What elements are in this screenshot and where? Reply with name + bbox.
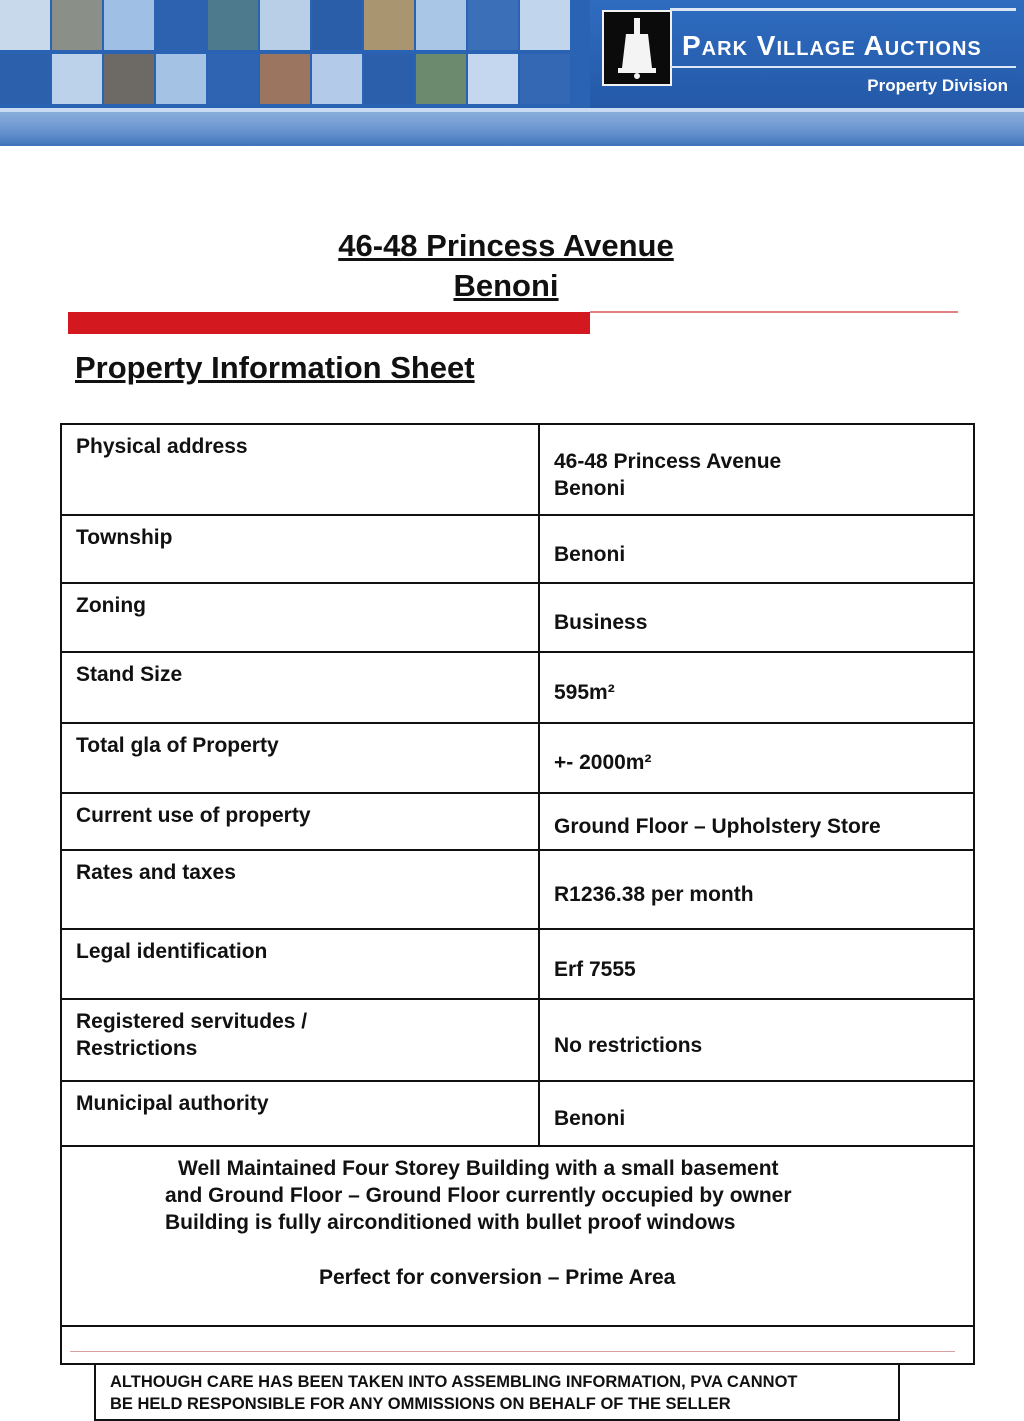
accent-bar bbox=[68, 312, 590, 334]
info-label: Registered servitudes / bbox=[76, 1010, 308, 1034]
info-value-cell bbox=[539, 850, 974, 929]
photo-tile bbox=[0, 54, 50, 104]
photo-tile bbox=[208, 54, 258, 104]
info-label-cell bbox=[61, 515, 539, 583]
info-label: Legal identification bbox=[76, 939, 268, 963]
info-value-cell bbox=[539, 929, 974, 1000]
info-value-cell bbox=[539, 424, 974, 515]
info-value: Benoni bbox=[554, 476, 626, 500]
description-line: Well Maintained Four Storey Building with a small basement bbox=[178, 1156, 779, 1180]
info-label: Rates and taxes bbox=[76, 860, 236, 884]
photo-tile-mosaic bbox=[0, 0, 590, 108]
info-label: Stand Size bbox=[76, 662, 183, 686]
info-value: R1236.38 per month bbox=[554, 882, 754, 906]
description-cell bbox=[61, 1146, 974, 1326]
info-row bbox=[61, 583, 974, 651]
accent-line bbox=[590, 311, 958, 313]
info-label-cell bbox=[61, 424, 539, 515]
property-title-address: 46-48 Princess Avenue bbox=[338, 228, 674, 263]
info-value-cell bbox=[539, 1081, 974, 1146]
disclaimer-box bbox=[94, 1363, 900, 1421]
info-value-cell bbox=[539, 999, 974, 1081]
photo-tile bbox=[520, 0, 570, 50]
photo-tile bbox=[156, 0, 206, 50]
info-label-cell bbox=[61, 723, 539, 794]
info-label: Restrictions bbox=[76, 1037, 198, 1061]
info-row bbox=[61, 999, 974, 1081]
photo-tile bbox=[260, 0, 310, 50]
info-label: Total gla of Property bbox=[76, 733, 279, 757]
info-row bbox=[61, 652, 974, 723]
info-value-cell bbox=[539, 723, 974, 794]
info-label-cell bbox=[61, 929, 539, 1000]
photo-tile bbox=[0, 0, 50, 50]
brand-division: Property Division bbox=[867, 76, 1008, 95]
photo-tile bbox=[104, 54, 154, 104]
disclaimer-line: ALTHOUGH CARE HAS BEEN TAKEN INTO ASSEMBLING INFORMATION, PVA CANNOT bbox=[110, 1372, 798, 1391]
photo-tile bbox=[520, 54, 570, 104]
info-label-cell bbox=[61, 583, 539, 651]
sheet-heading: Property Information Sheet bbox=[75, 350, 475, 385]
description-line: Building is fully airconditioned with bullet proof windows bbox=[165, 1210, 736, 1234]
info-value: Business bbox=[554, 611, 648, 635]
property-title-town: Benoni bbox=[453, 268, 559, 303]
photo-tile bbox=[156, 54, 206, 104]
photo-tile bbox=[364, 0, 414, 50]
info-row bbox=[61, 515, 974, 583]
info-value: +- 2000m² bbox=[554, 751, 652, 775]
photo-tile bbox=[52, 0, 102, 50]
info-label: Zoning bbox=[76, 594, 146, 618]
info-row bbox=[61, 929, 974, 1000]
info-value-cell bbox=[539, 793, 974, 849]
info-row bbox=[61, 850, 974, 929]
footer-cell bbox=[61, 1326, 974, 1413]
description-line: and Ground Floor – Ground Floor currently occupied by owner bbox=[165, 1183, 792, 1207]
info-label-cell bbox=[61, 850, 539, 929]
info-label-cell bbox=[61, 1081, 539, 1146]
banner-stripe bbox=[0, 108, 1024, 146]
info-value: Ground Floor – Upholstery Store bbox=[554, 814, 881, 838]
footer-divider bbox=[70, 1351, 955, 1352]
info-label-cell bbox=[61, 999, 539, 1081]
photo-tile bbox=[468, 0, 518, 50]
info-value: 46-48 Princess Avenue bbox=[554, 449, 782, 473]
footer-row bbox=[61, 1326, 974, 1364]
photo-tile bbox=[312, 54, 362, 104]
info-row bbox=[61, 793, 974, 849]
info-value: Benoni bbox=[554, 1106, 626, 1130]
photo-tile bbox=[260, 54, 310, 104]
info-value-cell bbox=[539, 583, 974, 651]
info-value: Benoni bbox=[554, 542, 626, 566]
logo-divider bbox=[670, 8, 1016, 11]
photo-tile bbox=[312, 0, 362, 50]
brand-name: Park Village Auctions bbox=[682, 30, 982, 61]
photo-tile bbox=[416, 54, 466, 104]
photo-tile bbox=[416, 0, 466, 50]
info-label: Current use of property bbox=[76, 804, 311, 828]
info-label: Township bbox=[76, 526, 173, 550]
info-value-cell bbox=[539, 515, 974, 583]
info-value: No restrictions bbox=[554, 1033, 703, 1057]
info-label-cell bbox=[61, 652, 539, 723]
description-row bbox=[61, 1146, 974, 1326]
photo-tile bbox=[468, 54, 518, 104]
photo-tile bbox=[208, 0, 258, 50]
info-row bbox=[61, 424, 974, 515]
description-highlight: Perfect for conversion – Prime Area bbox=[319, 1265, 676, 1289]
brand-logo bbox=[590, 0, 1024, 108]
photo-tile bbox=[364, 54, 414, 104]
photo-tile bbox=[52, 54, 102, 104]
disclaimer-line: BE HELD RESPONSIBLE FOR ANY OMMISSIONS ON BEHALF OF THE SELLER bbox=[110, 1394, 731, 1413]
info-value-cell bbox=[539, 652, 974, 723]
bell-icon bbox=[602, 10, 672, 86]
info-value: 595m² bbox=[554, 680, 615, 704]
info-row bbox=[61, 723, 974, 794]
header-banner bbox=[0, 0, 1024, 146]
logo-divider bbox=[670, 66, 1016, 68]
photo-tile bbox=[104, 0, 154, 50]
info-label-cell bbox=[61, 793, 539, 849]
info-label: Municipal authority bbox=[76, 1091, 269, 1115]
property-info-table bbox=[60, 423, 975, 1413]
info-value: Erf 7555 bbox=[554, 957, 636, 981]
info-row bbox=[61, 1081, 974, 1146]
info-label: Physical address bbox=[76, 435, 248, 458]
